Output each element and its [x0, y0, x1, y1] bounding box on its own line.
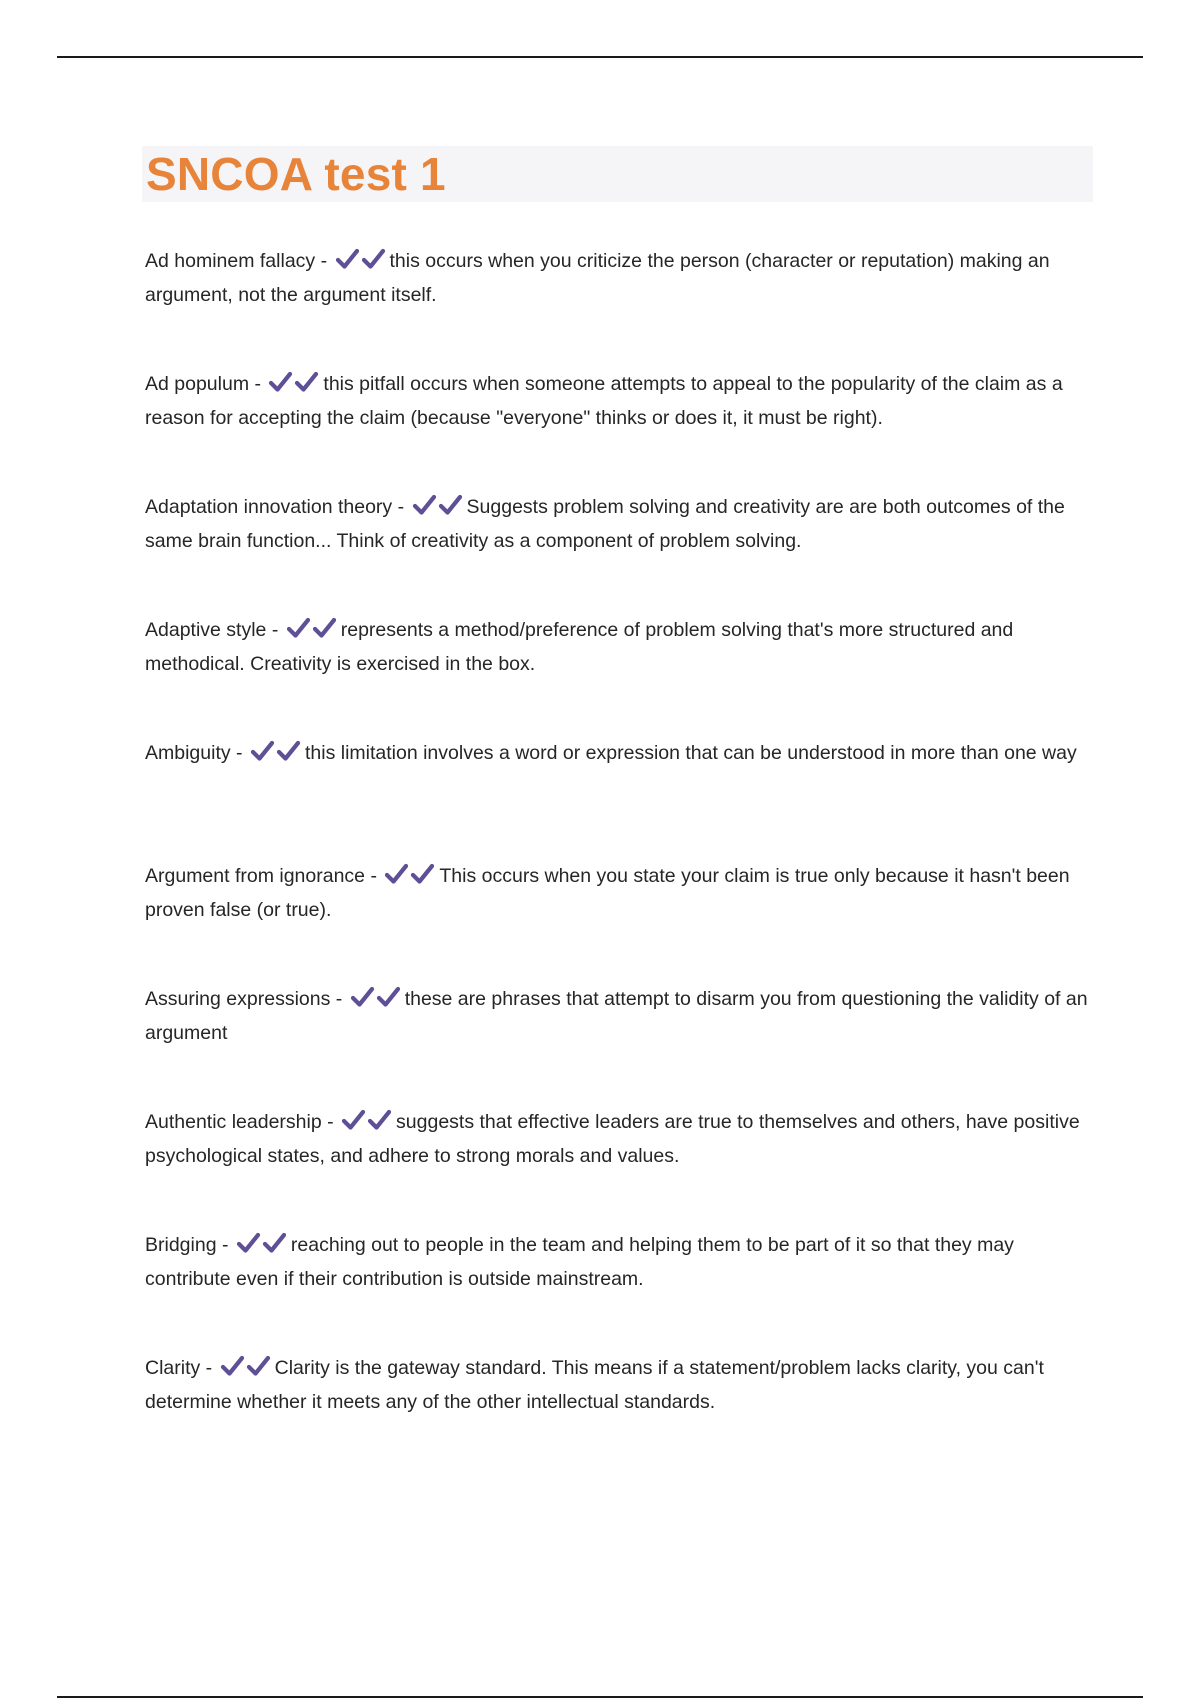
entry-separator: -	[230, 742, 248, 764]
entry-separator: -	[216, 1234, 234, 1256]
page-title: SNCOA test 1	[146, 148, 446, 200]
entry-term: Adaptation innovation theory	[145, 496, 393, 518]
flashcard-entry	[145, 861, 1095, 954]
entry-term: Argument from ignorance	[145, 865, 366, 887]
check-icon	[335, 248, 361, 270]
entry-separator: -	[330, 988, 348, 1010]
entry-separator: -	[266, 619, 284, 641]
double-check-icon	[236, 1232, 288, 1264]
check-icon	[220, 1355, 246, 1377]
entry-separator: -	[365, 865, 383, 887]
entry-definition: represents a method/preference of problem solving that's more structured and methodical. Creativity is exercised in the box.	[145, 619, 1014, 675]
top-rule	[57, 56, 1143, 58]
bottom-rule	[57, 1696, 1143, 1698]
check-icon	[412, 494, 438, 516]
double-check-icon	[335, 248, 387, 280]
double-check-icon	[220, 1355, 272, 1387]
entry-definition: This occurs when you state your claim is true only because it hasn't been proven false (or true).	[145, 865, 1070, 921]
check-icon	[350, 986, 376, 1008]
entry-definition: this limitation involves a word or expression that can be understood in more than one way	[304, 742, 1077, 764]
check-icon	[268, 371, 294, 393]
flashcard-entry	[145, 492, 1095, 585]
double-check-icon	[384, 863, 436, 895]
check-icon	[246, 1355, 272, 1377]
check-icon	[250, 740, 276, 762]
check-icon	[276, 740, 302, 762]
entry-term: Ad hominem fallacy	[145, 250, 316, 272]
entry-term: Authentic leadership	[145, 1111, 322, 1133]
entry-definition: suggests that effective leaders are true to themselves and others, have positive psychological states, and adhere to strong morals and values.	[145, 1111, 1080, 1167]
check-icon	[410, 863, 436, 885]
check-icon	[438, 494, 464, 516]
double-check-icon	[268, 371, 320, 403]
check-icon	[341, 1109, 367, 1131]
entry-definition: this occurs when you criticize the person (character or reputation) making an argument, not the argument itself.	[145, 250, 1050, 306]
entry-term: Assuring expressions	[145, 988, 331, 1010]
check-icon	[361, 248, 387, 270]
entry-separator: -	[249, 373, 267, 395]
flashcard-entry	[145, 1353, 1095, 1446]
entry-definition: reaching out to people in the team and helping them to be part of it so that they may contribute even if their contribution is outside mainstream.	[145, 1234, 1014, 1290]
double-check-icon	[250, 740, 302, 772]
check-icon	[367, 1109, 393, 1131]
entry-term: Ad populum	[145, 373, 250, 395]
check-icon	[376, 986, 402, 1008]
double-check-icon	[286, 617, 338, 649]
flashcard-entry	[145, 984, 1095, 1077]
flashcard-entry	[145, 246, 1095, 339]
entry-term: Ambiguity	[145, 742, 231, 764]
flashcard-list	[145, 246, 1095, 1476]
flashcard-entry	[145, 1230, 1095, 1323]
check-icon	[286, 617, 312, 639]
entry-term: Clarity	[145, 1357, 201, 1379]
entry-separator: -	[392, 496, 410, 518]
check-icon	[236, 1232, 262, 1254]
entry-separator: -	[315, 250, 333, 272]
entry-definition: this pitfall occurs when someone attempts to appeal to the popularity of the claim as a reason for accepting the claim (because "everyone" thinks or does it, it must be right).	[145, 373, 1063, 429]
double-check-icon	[412, 494, 464, 526]
entry-term: Bridging	[145, 1234, 217, 1256]
entry-definition: Suggests problem solving and creativity are are both outcomes of the same brain function... Think of creativity as a component of problem solving.	[145, 496, 1065, 552]
flashcard-entry	[145, 615, 1095, 708]
entry-separator: -	[200, 1357, 218, 1379]
flashcard-entry	[145, 738, 1095, 831]
check-icon	[384, 863, 410, 885]
entry-definition: Clarity is the gateway standard. This means if a statement/problem lacks clarity, you can't determine whether it meets any of the other intellectual standards.	[145, 1357, 1044, 1413]
check-icon	[312, 617, 338, 639]
check-icon	[294, 371, 320, 393]
entry-definition: these are phrases that attempt to disarm you from questioning the validity of an argument	[145, 988, 1088, 1044]
entry-term: Adaptive style	[145, 619, 267, 641]
flashcard-entry	[145, 1107, 1095, 1200]
check-icon	[262, 1232, 288, 1254]
flashcard-entry	[145, 369, 1095, 462]
double-check-icon	[341, 1109, 393, 1141]
double-check-icon	[350, 986, 402, 1018]
entry-separator: -	[321, 1111, 340, 1133]
